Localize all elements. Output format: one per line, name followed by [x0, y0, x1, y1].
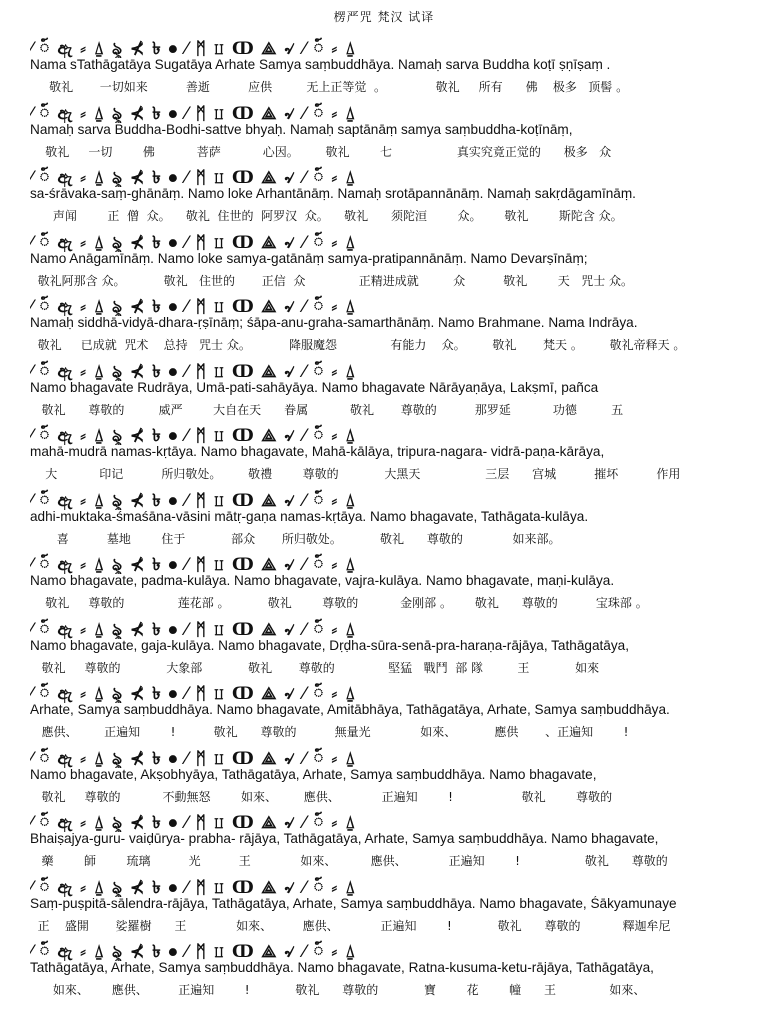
- siddham-script-line: ⁄ ៍ ඇ ⸗ ⍙ ৡ ⊀ ৳ ⦁ ⁄ ᛗ ⨿ ↀ ⟁ ৵ ⁄ ៍ ⸗ ⍙: [30, 942, 357, 961]
- romanization-line: adhi-muktaka-śmaśāna-vāsini mātṛ-gaṇa namas-kṛtāya. Namo bhagavate, Tathāgata-kulāya.: [30, 508, 589, 524]
- romanization-line: Namo Anāgamīnāṃ. Namo loke samya-gatānāṃ samya-pratipannānāṃ. Namo Devarṣīnāṃ;: [30, 250, 588, 266]
- chinese-translation-line: 應供、 正遍知 ! 敬礼 尊敬的 無量光 如來、 應供 、正遍知 !: [30, 725, 629, 739]
- siddham-script-line: ⁄ ៍ ඇ ⸗ ⍙ ৡ ⊀ ৳ ⦁ ⁄ ᛗ ⨿ ↀ ⟁ ৵ ⁄ ៍ ⸗ ⍙: [30, 297, 357, 316]
- romanization-line: Arhate, Samya saṃbuddhāya. Namo bhagavate, Amitābhāya, Tathāgatāya, Arhate, Samya saṃbuddhāya.: [30, 702, 670, 717]
- siddham-script-line: ⁄ ៍ ඇ ⸗ ⍙ ৡ ⊀ ৳ ⦁ ⁄ ᛗ ⨿ ↀ ⟁ ৵ ⁄ ៍ ⸗ ⍙: [30, 168, 357, 187]
- siddham-script-line: ⁄ ៍ ඇ ⸗ ⍙ ৡ ⊀ ৳ ⦁ ⁄ ᛗ ⨿ ↀ ⟁ ৵ ⁄ ៍ ⸗ ⍙: [30, 748, 357, 768]
- chinese-translation-line: 敬礼 尊敬的 大象部 敬礼 尊敬的 堅猛 戰鬥 部 隊 王 如來: [30, 660, 600, 675]
- chinese-translation-line: 大 印记 所归敬处。 敬禮 尊敬的 大黑天 三层 宫城 摧坏 作用: [30, 467, 681, 481]
- siddham-script-line: ⁄ ៍ ඇ ⸗ ⍙ ৡ ⊀ ৳ ⦁ ⁄ ᛗ ⨿ ↀ ⟁ ৵ ⁄ ៍ ⸗ ⍙: [30, 426, 357, 445]
- siddham-script-line: ⁄ ៍ ඇ ⸗ ⍙ ৡ ⊀ ৳ ⦁ ⁄ ᛗ ⨿ ↀ ⟁ ৵ ⁄ ៍ ⸗ ⍙: [30, 232, 357, 252]
- romanization-line: Bhaiṣajya-guru- vaiḍūrya- prabha- rājāya, Tathāgatāya, Arhate, Samya saṃbuddhāya. Namo bhagavate,: [30, 831, 659, 846]
- romanization-line: Namo bhagavate Rudrāya, Umā-pati-sahāyāya. Namo bhagavate Nārāyaṇāya, Lakṣmī, pañca: [30, 379, 599, 395]
- romanization-line: Namo bhagavate, gaja-kulāya. Namo bhagavate, Dṛḍha-sūra-senā-pra-haraṇa-rājāya, Tathāgatāya,: [30, 637, 629, 653]
- siddham-script-line: ⁄ ៍ ඇ ⸗ ⍙ ৡ ⊀ ৳ ⦁ ⁄ ᛗ ⨿ ↀ ⟁ ৵ ⁄ ៍ ⸗ ⍙: [30, 103, 357, 123]
- siddham-script-line: ⁄ ៍ ඇ ⸗ ⍙ ৡ ⊀ ৳ ⦁ ⁄ ᛗ ⨿ ↀ ⟁ ৵ ⁄ ៍ ⸗ ⍙: [30, 619, 357, 639]
- romanization-line: Saṃ-puṣpitā-sālendra-rājāya, Tathāgatāya, Arhate, Samya saṃbuddhāya. Namo bhagavate, Śākyamunaye: [30, 895, 677, 911]
- chinese-translation-line: 正 盛開 娑羅樹 王 如來、 應供、 正遍知 ! 敬礼 尊敬的 釋迦牟尼: [30, 918, 671, 933]
- romanization-line: Namaḥ siddhā-vidyā-dhara-ṛṣīnāṃ; śāpa-anu-graha-samarthānāṃ. Namo Brahmane. Nama Indrāya.: [30, 315, 638, 330]
- siddham-script-line: ⁄ ៍ ඇ ⸗ ⍙ ৡ ⊀ ৳ ⦁ ⁄ ᛗ ⨿ ↀ ⟁ ৵ ⁄ ៍ ⸗ ⍙: [30, 877, 357, 897]
- chinese-translation-line: 敬礼 一切 佛 菩萨 心因。 敬礼 七 真实究竟正觉的 极多 众: [30, 144, 612, 159]
- romanization-line: Namaḥ sarva Buddha-Bodhi-sattve bhyaḥ. Namaḥ saptānāṃ samya saṃbuddha-koṭīnāṃ,: [30, 121, 573, 137]
- romanization-line: sa-śrāvaka-saṃ-ghānāṃ. Namo loke Arhantānāṃ. Namaḥ srotāpannānāṃ. Namaḥ sakṛdāgamīnāṃ.: [30, 186, 636, 201]
- chinese-translation-line: 敬礼 一切如来 善逝 应供 无上正等觉 。 敬礼 所有 佛 极多 顶髻 。: [30, 80, 629, 94]
- romanization-line: Nama sTathāgatāya Sugatāya Arhate Samya saṃbuddhāya. Namaḥ sarva Buddha koṭī ṣṇīṣaṃ .: [30, 57, 611, 72]
- chinese-translation-line: 敬礼 尊敬的 威严 大自在天 眷属 敬礼 尊敬的 那罗延 功德 五: [30, 402, 624, 417]
- chinese-translation-line: 如來、 應供、 正遍知 ! 敬礼 尊敬的 寶 花 幢 王 如來、: [30, 983, 646, 997]
- siddham-script-line: ⁄ ៍ ඇ ⸗ ⍙ ৡ ⊀ ৳ ⦁ ⁄ ᛗ ⨿ ↀ ⟁ ৵ ⁄ ៍ ⸗ ⍙: [30, 39, 357, 58]
- chinese-translation-line: 敬礼 尊敬的 莲花部 。 敬礼 尊敬的 金刚部 。 敬礼 尊敬的 宝珠部 。: [30, 596, 648, 610]
- page-title: 楞严咒 梵汉 试译: [333, 10, 435, 24]
- siddham-script-line: ⁄ ៍ ඇ ⸗ ⍙ ৡ ⊀ ৳ ⦁ ⁄ ᛗ ⨿ ↀ ⟁ ৵ ⁄ ៍ ⸗ ⍙: [30, 813, 357, 832]
- chinese-translation-line: 敬礼 尊敬的 不動無怒 如來、 應供、 正遍知 ! 敬礼 尊敬的: [30, 789, 613, 804]
- chinese-translation-line: 藥 師 琉璃 光 王 如來、 應供、 正遍知 ! 敬礼 尊敬的: [30, 854, 668, 868]
- chinese-translation-line: 声闻 正 僧 众。 敬礼 住世的 阿罗汉 众。 敬礼 须陀洹 众。 敬礼 斯陀含 众。: [30, 209, 623, 223]
- chinese-translation-line: 喜 墓地 住于 部众 所归敬处。 敬礼 尊敬的 如来部。: [30, 531, 561, 546]
- siddham-script-line: ⁄ ៍ ඇ ⸗ ⍙ ৡ ⊀ ৳ ⦁ ⁄ ᛗ ⨿ ↀ ⟁ ৵ ⁄ ៍ ⸗ ⍙: [30, 684, 357, 703]
- siddham-script-line: ⁄ ៍ ඇ ⸗ ⍙ ৡ ⊀ ৳ ⦁ ⁄ ᛗ ⨿ ↀ ⟁ ৵ ⁄ ៍ ⸗ ⍙: [30, 361, 357, 381]
- chinese-translation-line: 敬礼阿那含 众。 敬礼 住世的 正信 众 正精进成就 众 敬礼 天 咒士 众。: [30, 273, 634, 288]
- siddham-script-line: ⁄ ៍ ඇ ⸗ ⍙ ৡ ⊀ ৳ ⦁ ⁄ ᛗ ⨿ ↀ ⟁ ৵ ⁄ ៍ ⸗ ⍙: [30, 555, 357, 574]
- romanization-line: Tathāgatāya, Arhate, Samya saṃbuddhāya. Namo bhagavate, Ratna-kusuma-ketu-rājāya, Tathāgatāya,: [30, 960, 654, 975]
- romanization-line: Namo bhagavate, Akṣobhyāya, Tathāgatāya, Arhate, Samya saṃbuddhāya. Namo bhagavate,: [30, 766, 597, 782]
- chinese-translation-line: 敬礼 已成就 咒术 总持 咒士 众。 降服魔怨 有能力 众。 敬礼 梵天 。 敬礼帝释天 。: [30, 338, 686, 352]
- romanization-line: Namo bhagavate, padma-kulāya. Namo bhagavate, vajra-kulāya. Namo bhagavate, maṇi-kulāya.: [30, 573, 615, 588]
- siddham-script-line: ⁄ ៍ ඇ ⸗ ⍙ ৡ ⊀ ৳ ⦁ ⁄ ᛗ ⨿ ↀ ⟁ ৵ ⁄ ៍ ⸗ ⍙: [30, 490, 357, 510]
- romanization-line: mahā-mudrā namas-kṛtāya. Namo bhagavate, Mahā-kālāya, tripura-nagara- vidrā-paṇa-kārāya,: [30, 444, 605, 459]
